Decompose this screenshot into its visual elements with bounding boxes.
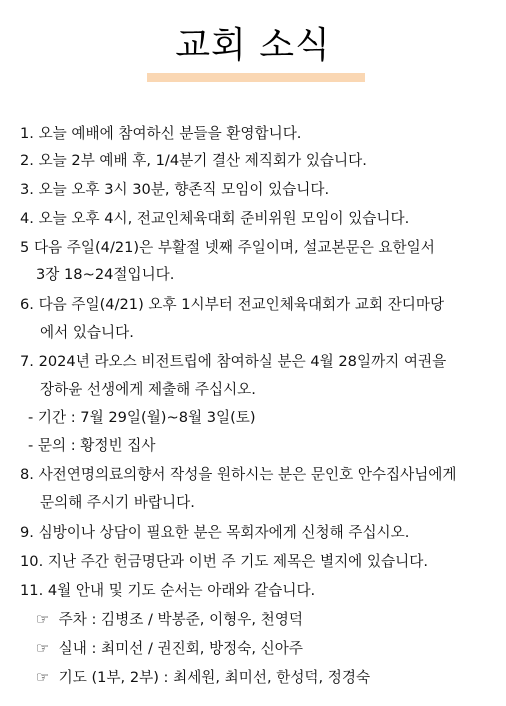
trip-inquiry-line <box>28 434 155 458</box>
news-item-9 <box>20 521 409 545</box>
news-item-2 <box>20 149 367 173</box>
news-item-8-continuation: 문의해 주시기 바랍니다. <box>40 494 195 511</box>
news-item-5-continuation: 3장 18~24절입니다. <box>36 266 175 283</box>
item-text: 기간 : 7월 29일(월)~8월 3일(토) <box>37 409 256 426</box>
item-text: 다음 주일(4/21)은 부활절 넷째 주일이며, 설교본문은 요한일서 <box>33 239 435 256</box>
item-text: 주차 : 김병조 / 박봉준, 이형우, 천영덕 <box>58 611 303 628</box>
item-text: 오늘 오후 4시, 전교인체육대회 준비위원 모임이 있습니다. <box>38 210 410 227</box>
news-item-6 <box>20 293 444 317</box>
item-text: 오늘 2부 예배 후, 1/4분기 결산 제직회가 있습니다. <box>38 152 367 169</box>
news-item-7 <box>20 350 446 374</box>
item-number: 11. <box>20 582 44 599</box>
news-item-8 <box>20 463 457 487</box>
item-text: 지난 주간 헌금명단과 이번 주 기도 제목은 별지에 있습니다. <box>47 553 428 570</box>
item-number: 8. <box>20 466 34 483</box>
dash-marker: - <box>28 409 34 426</box>
item-text: 다음 주일(4/21) 오후 1시부터 전교인체육대회가 교회 잔디마당 <box>38 296 445 313</box>
item-number: 9. <box>20 524 34 541</box>
parking-duty-line <box>36 608 303 632</box>
item-text: 문의 : 황정빈 집사 <box>37 437 156 454</box>
trip-period-line <box>28 406 256 430</box>
item-text: 실내 : 최미선 / 권진회, 방정숙, 신아주 <box>58 640 303 657</box>
news-item-10 <box>20 550 428 574</box>
item-number: 5 <box>20 239 30 256</box>
item-text: 오늘 오후 3시 30분, 향존직 모임이 있습니다. <box>38 181 330 198</box>
item-number: 6. <box>20 296 34 313</box>
page-title: 교회 소식 <box>175 25 331 66</box>
item-text: 심방이나 상담이 필요한 분은 목회자에게 신청해 주십시오. <box>38 524 410 541</box>
item-number: 7. <box>20 353 34 370</box>
item-number: 4. <box>20 210 34 227</box>
item-text: 오늘 예배에 참여하신 분들을 환영합니다. <box>38 125 302 142</box>
pointing-hand-icon: ☞ <box>36 669 50 686</box>
news-item-11 <box>20 579 315 603</box>
item-number: 1. <box>20 125 34 142</box>
item-number: 10. <box>20 553 44 570</box>
item-text: 사전연명의료의향서 작성을 원하시는 분은 문인호 안수집사님에게 <box>38 466 457 483</box>
pointing-hand-icon: ☞ <box>36 640 50 657</box>
item-text: 기도 (1부, 2부) : 최세원, 최미선, 한성덕, 정경숙 <box>58 669 371 686</box>
news-item-4 <box>20 207 409 231</box>
news-item-3 <box>20 178 329 202</box>
dash-marker: - <box>28 437 34 454</box>
news-item-1 <box>20 122 301 146</box>
news-item-6-continuation: 에서 있습니다. <box>40 324 134 341</box>
indoor-duty-line <box>36 637 303 661</box>
item-number: 3. <box>20 181 34 198</box>
prayer-duty-line <box>36 666 370 690</box>
item-text: 4월 안내 및 기도 순서는 아래와 같습니다. <box>47 582 316 599</box>
news-item-5 <box>20 236 435 260</box>
item-text: 2024년 라오스 비전트립에 참여하실 분은 4월 28일까지 여권을 <box>38 353 447 370</box>
pointing-hand-icon: ☞ <box>36 611 50 628</box>
item-number: 2. <box>20 152 34 169</box>
title-underline-bar <box>147 73 365 82</box>
news-item-7-continuation: 장하윤 선생에게 제출해 주십시오. <box>40 381 256 398</box>
